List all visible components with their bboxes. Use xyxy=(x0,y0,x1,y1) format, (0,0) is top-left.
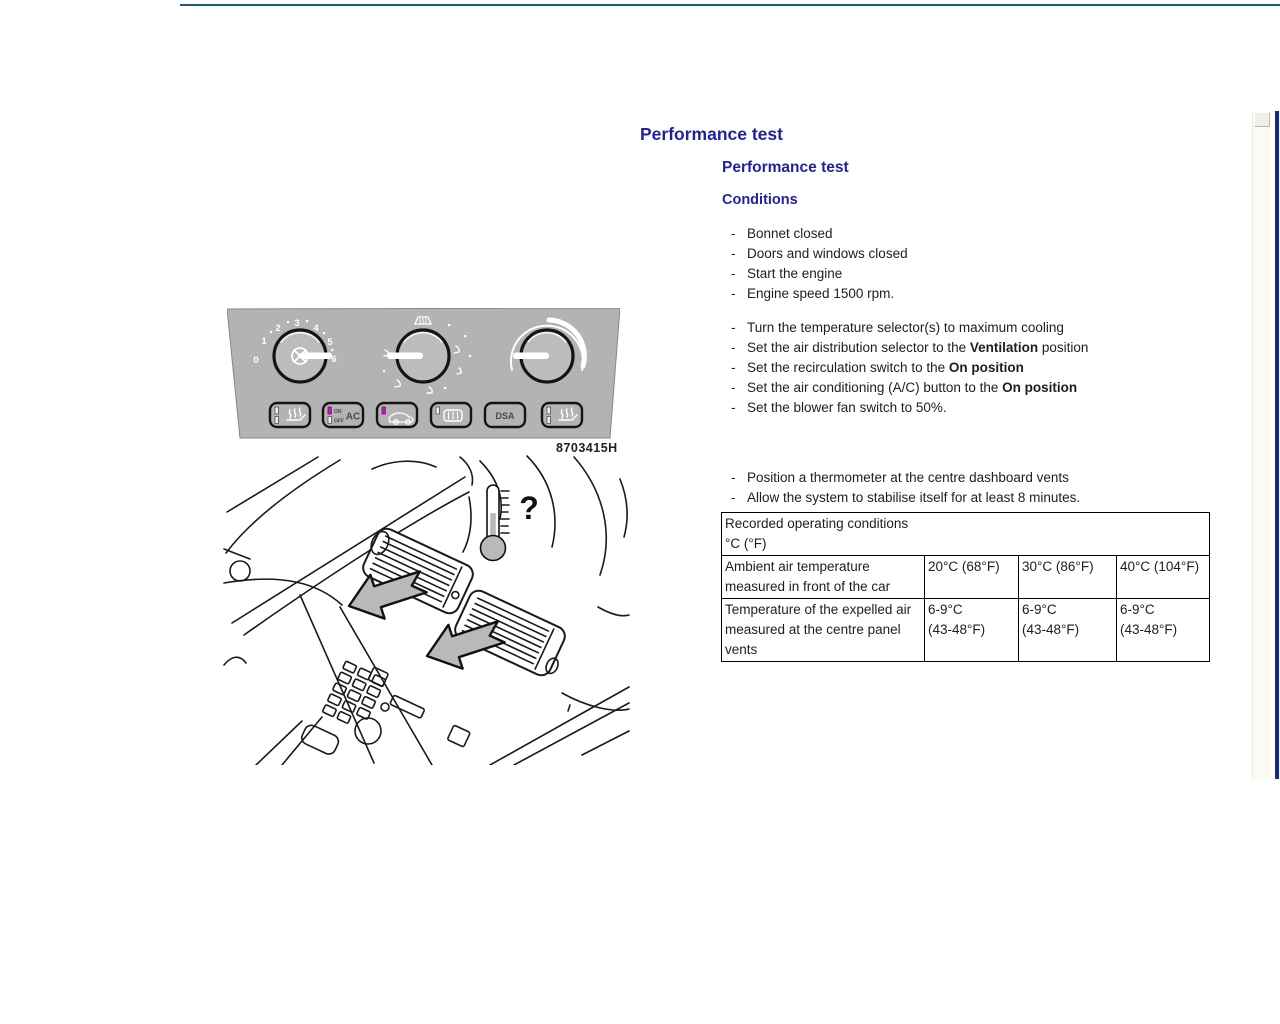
keypad-buttons xyxy=(322,661,386,730)
bullet-dash: - xyxy=(731,320,736,335)
scrollbar-track[interactable] xyxy=(1252,111,1270,779)
list-item: - Start the engine xyxy=(731,264,1231,284)
svg-text:2: 2 xyxy=(275,323,281,334)
rear-defrost-button-icon xyxy=(431,403,471,427)
list-item: - Set the recirculation switch to the On position xyxy=(731,358,1231,378)
value-cell: 6-9°C (43-48°F) xyxy=(925,599,1019,662)
bullet-dash: - xyxy=(731,286,736,301)
list-item: - Bonnet closed xyxy=(731,224,1231,244)
scrollbar-thumb[interactable] xyxy=(1254,112,1270,127)
value-cell: 6-9°C (43-48°F) xyxy=(1117,599,1210,662)
value-cell: 20°C (68°F) xyxy=(925,556,1019,599)
console-controls xyxy=(300,667,471,756)
figure-caption: 8703415H xyxy=(556,441,618,455)
operating-conditions-table xyxy=(721,512,1210,662)
svg-text:0: 0 xyxy=(253,355,259,366)
conditions-list-1 xyxy=(731,224,1231,304)
question-mark-label: ? xyxy=(519,490,539,526)
top-border-rule xyxy=(180,4,1280,6)
svg-text:5: 5 xyxy=(327,337,333,348)
bullet-dash: - xyxy=(731,380,736,395)
value-cell: 40°C (104°F) xyxy=(1117,556,1210,599)
bullet-dash: - xyxy=(731,340,736,355)
svg-text:3: 3 xyxy=(294,318,300,329)
value-cell: 6-9°C (43-48°F) xyxy=(1019,599,1117,662)
dashboard-illustration xyxy=(222,455,630,765)
svg-text:OFF: OFF xyxy=(334,418,344,425)
page-title: Performance test xyxy=(640,124,783,144)
list-item: - Engine speed 1500 rpm. xyxy=(731,284,1231,304)
dsa-button-icon xyxy=(485,403,525,427)
list-item: - Allow the system to stabilise itself for at least 8 minutes. xyxy=(731,488,1231,508)
table-header-cell: Recorded operating conditions °C (°F) xyxy=(722,513,1210,556)
seat-heater-right-button-icon xyxy=(542,403,582,427)
seat-heater-left-button-icon xyxy=(270,403,310,427)
table-row xyxy=(722,556,1210,599)
climate-control-panel-illustration xyxy=(227,308,620,439)
bullet-dash: - xyxy=(731,490,736,505)
recirculation-button-icon xyxy=(377,403,417,427)
list-item: - Position a thermometer at the centre dashboard vents xyxy=(731,468,1231,488)
conditions-list-3 xyxy=(731,468,1231,508)
conditions-list-2 xyxy=(731,318,1231,418)
svg-text:DSA: DSA xyxy=(495,411,515,421)
row-label-cell: Ambient air temperature measured in front of the car xyxy=(722,556,925,599)
right-border-rule xyxy=(1275,111,1279,779)
list-item: - Set the air distribution selector to the Ventilation position xyxy=(731,338,1231,358)
table-row xyxy=(722,599,1210,662)
list-item: - Doors and windows closed xyxy=(731,244,1231,264)
ac-button-icon xyxy=(323,403,363,427)
list-item: - Set the air conditioning (A/C) button to the On position xyxy=(731,378,1231,398)
row-label-cell: Temperature of the expelled air measured at the centre panel vents xyxy=(722,599,925,662)
value-cell: 30°C (86°F) xyxy=(1019,556,1117,599)
bullet-dash: - xyxy=(731,470,736,485)
dashboard-outline xyxy=(224,456,629,765)
list-item: - Set the blower fan switch to 50%. xyxy=(731,398,1231,418)
svg-text:1: 1 xyxy=(261,336,267,347)
thermometer-icon xyxy=(481,485,510,561)
bullet-dash: - xyxy=(731,266,736,281)
bullet-dash: - xyxy=(731,246,736,261)
section-title: Performance test xyxy=(722,159,849,176)
bullet-dash: - xyxy=(731,226,736,241)
bullet-dash: - xyxy=(731,360,736,375)
svg-text:AC: AC xyxy=(345,411,361,423)
svg-text:4: 4 xyxy=(313,323,319,334)
conditions-heading: Conditions xyxy=(722,192,798,208)
list-item: - Turn the temperature selector(s) to maximum cooling xyxy=(731,318,1231,338)
bullet-dash: - xyxy=(731,400,736,415)
svg-text:ON: ON xyxy=(334,409,342,415)
svg-text:6: 6 xyxy=(331,354,337,365)
